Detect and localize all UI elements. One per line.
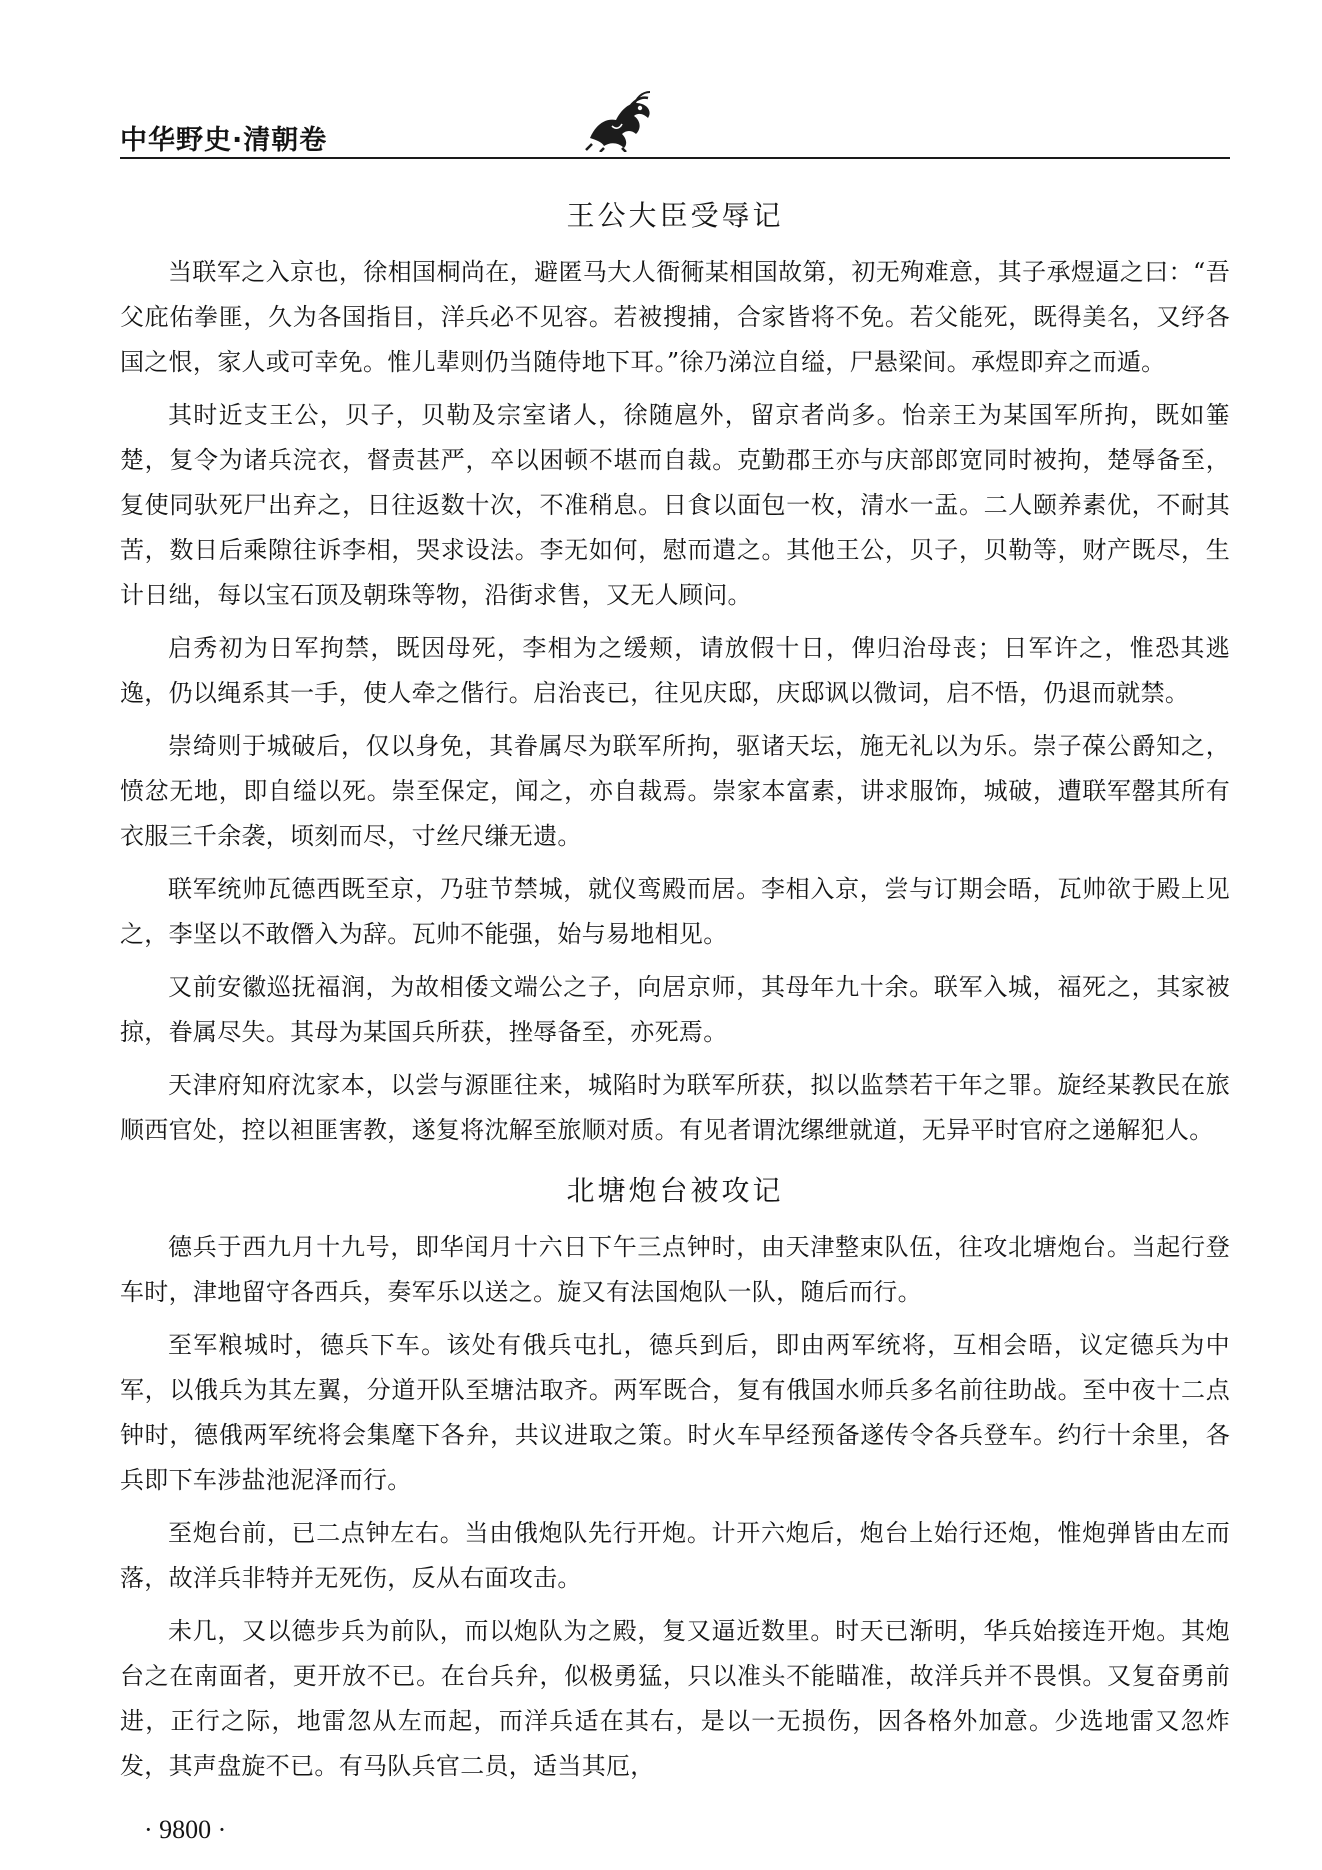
book-title: 中华野史·清朝卷 [120,125,328,156]
paragraph: 当联军之入京也，徐相国桐尚在，避匿马大人衙衕某相国故第，初无殉难意，其子承煜逼之曰：“吾父庇佑拳匪，久为各国指目，洋兵必不见容。若被搜捕，合家皆将不免。若父能死，既得美名，又纾各国之恨，家人或可幸免。惟儿辈则仍当随侍地下耳。”徐乃涕泣自缢，尸悬梁间。承煜即弃之而遁。 [120,258,1230,376]
paragraph: 至军粮城时，德兵下车。该处有俄兵屯扎，德兵到后，即由两军统将，互相会晤，议定德兵为中军，以俄兵为其左翼，分道开队至塘沽取齐。两军既合，复有俄国水师兵多名前往助战。至中夜十二点钟时，德俄两军统将会集麾下各弁，共议进取之策。时火车早经预备遂传令各兵登车。约行十余里，各兵即下车涉盐池泥泽而行。 [120,1331,1230,1494]
paragraph: 德兵于西九月十九号，即华闰月十六日下午三点钟时，由天津整束队伍，往攻北塘炮台。当起行登车时，津地留守各西兵，奏军乐以送之。旋又有法国炮队一队，随后而行。 [120,1233,1230,1306]
paragraph: 联军统帅瓦德西既至京，乃驻节禁城，就仪鸾殿而居。李相入京，尝与订期会晤，瓦帅欲于殿上见之，李坚以不敢僭入为辞。瓦帅不能强，始与易地相见。 [120,875,1230,948]
paragraph: 未几，又以德步兵为前队，而以炮队为之殿，复又逼近数里。时天已渐明，华兵始接连开炮。其炮台之在南面者，更开放不已。在台兵弁，似极勇猛，只以准头不能瞄准，故洋兵并不畏惧。又复奋勇前进，正行之际，地雷忽从左而起，而洋兵适在其右，是以一无损伤，因各格外加意。少选地雷又忽炸发，其声盘旋不已。有马队兵官二员，适当其厄， [120,1617,1230,1780]
article-title: 王公大臣受辱记 [566,199,784,232]
header-divider [120,157,1230,159]
paragraph: 启秀初为日军拘禁，既因母死，李相为之缓颊，请放假十日，俾归治母丧；日军许之，惟恐其逃逸，仍以绳系其一手，使人牵之偕行。启治丧已，往见庆邸，庆邸讽以微词，启不悟，仍退而就禁。 [120,634,1230,707]
article-beitang [120,1171,1230,1789]
paragraph: 其时近支王公，贝子，贝勒及宗室诸人，徐随扈外，留京者尚多。怡亲王为某国军所拘，既如箠楚，复令为诸兵浣衣，督责甚严，卒以困顿不堪而自裁。克勤郡王亦与庆部郎宽同时被拘，楚辱备至，复使同驮死尸出弃之，日往返数十次，不准稍息。日食以面包一枚，清水一盂。二人颐养素优，不耐其苦，数日后乘隙往诉李相，哭求设法。李无如何，慰而遣之。其他王公，贝子，贝勒等，财产既尽，生计日绌，每以宝石顶及朝珠等物，沿街求售，又无人顾问。 [120,401,1230,609]
article-title: 北塘炮台被攻记 [566,1174,784,1207]
paragraph: 又前安徽巡抚福润，为故相倭文端公之子，向居京师，其母年九十余。联军入城，福死之，其家被掠，眷属尽失。其母为某国兵所获，挫辱备至，亦死焉。 [120,973,1230,1046]
paragraph: 至炮台前，已二点钟左右。当由俄炮队先行开炮。计开六炮后，炮台上始行还炮，惟炮弹皆由左而落，故洋兵非特并无死伤，反从右面攻击。 [120,1519,1230,1592]
paragraph: 崇绮则于城破后，仅以身免，其眷属尽为联军所拘，驱诸天坛，施无礼以为乐。崇子葆公爵知之，愤忿无地，即自缢以死。崇至保定，闻之，亦自裁焉。崇家本富素，讲求服饰，城破，遭联军罄其所有衣服三千余袭，顷刻而尽，寸丝尺缣无遗。 [120,732,1230,850]
running-header [120,110,1230,160]
page-body [120,196,1230,1797]
dragon-emblem-icon [582,90,658,152]
page-number: · 9800 · [144,1815,227,1844]
paragraph: 天津府知府沈家本，以尝与源匪往来，城陷时为联军所获，拟以监禁若干年之罪。旋经某教民在旅顺西官处，控以袒匪害教，遂复将沈解至旅顺对质。有见者谓沈缧绁就道，无异平时官府之递解犯人。 [120,1071,1230,1144]
article-wanggong [120,196,1230,1153]
